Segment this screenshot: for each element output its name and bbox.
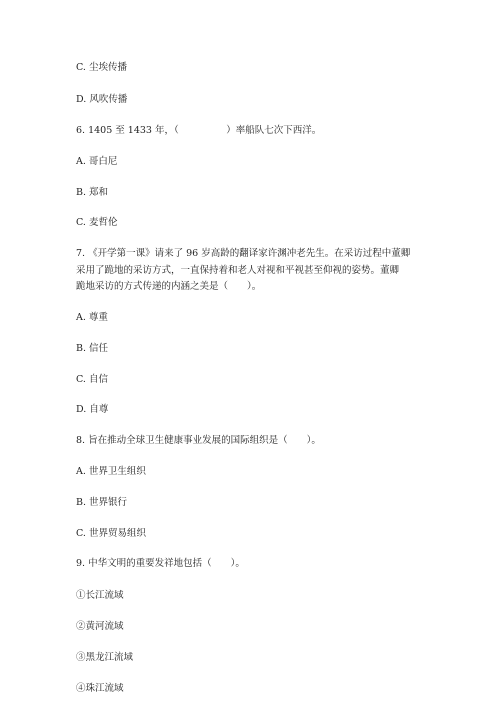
question-7-line-1: 7. 《开学第一课》请来了 96 岁高龄的翻译家许渊冲老先生。在采访过程中董卿: [76, 248, 411, 259]
option-c-dust-spread: C. 尘埃传播: [76, 62, 127, 73]
q9-choice-4: ④珠江流域: [76, 683, 124, 694]
q9-choice-1: ①长江流域: [76, 590, 124, 601]
q6-option-b: B. 郑和: [76, 187, 109, 198]
option-d-wind-spread: D. 风吹传播: [76, 94, 128, 105]
q7-option-c: C. 自信: [76, 374, 108, 385]
q8-option-c: C. 世界贸易组织: [76, 528, 146, 539]
q7-option-b: B. 信任: [76, 343, 109, 354]
question-9: 9. 中华文明的重要发祥地包括（ ）。: [76, 558, 245, 569]
q7-option-d: D. 自尊: [76, 404, 109, 415]
q6-option-a: A. 哥白尼: [76, 156, 118, 167]
q9-choice-3: ③黑龙江流域: [76, 652, 134, 663]
q7-option-a: A. 尊重: [76, 312, 108, 323]
question-6: 6. 1405 至 1433 年，（ ）率船队七次下西洋。: [76, 125, 322, 136]
q9-choice-2: ②黄河流域: [76, 621, 124, 632]
q6-option-c: C. 麦哲伦: [76, 217, 118, 228]
question-7-line-3: 跪地采访的方式传递的内涵之美是（ ）。: [76, 281, 262, 292]
q8-option-a: A. 世界卫生组织: [76, 466, 146, 477]
q8-option-b: B. 世界银行: [76, 497, 128, 508]
question-7-line-2: 采用了跪地的采访方式，一直保持着和老人对视和平视甚至仰视的姿势。董卿: [76, 265, 400, 276]
question-8: 8. 旨在推动全球卫生健康事业发展的国际组织是（ ）。: [76, 435, 321, 446]
